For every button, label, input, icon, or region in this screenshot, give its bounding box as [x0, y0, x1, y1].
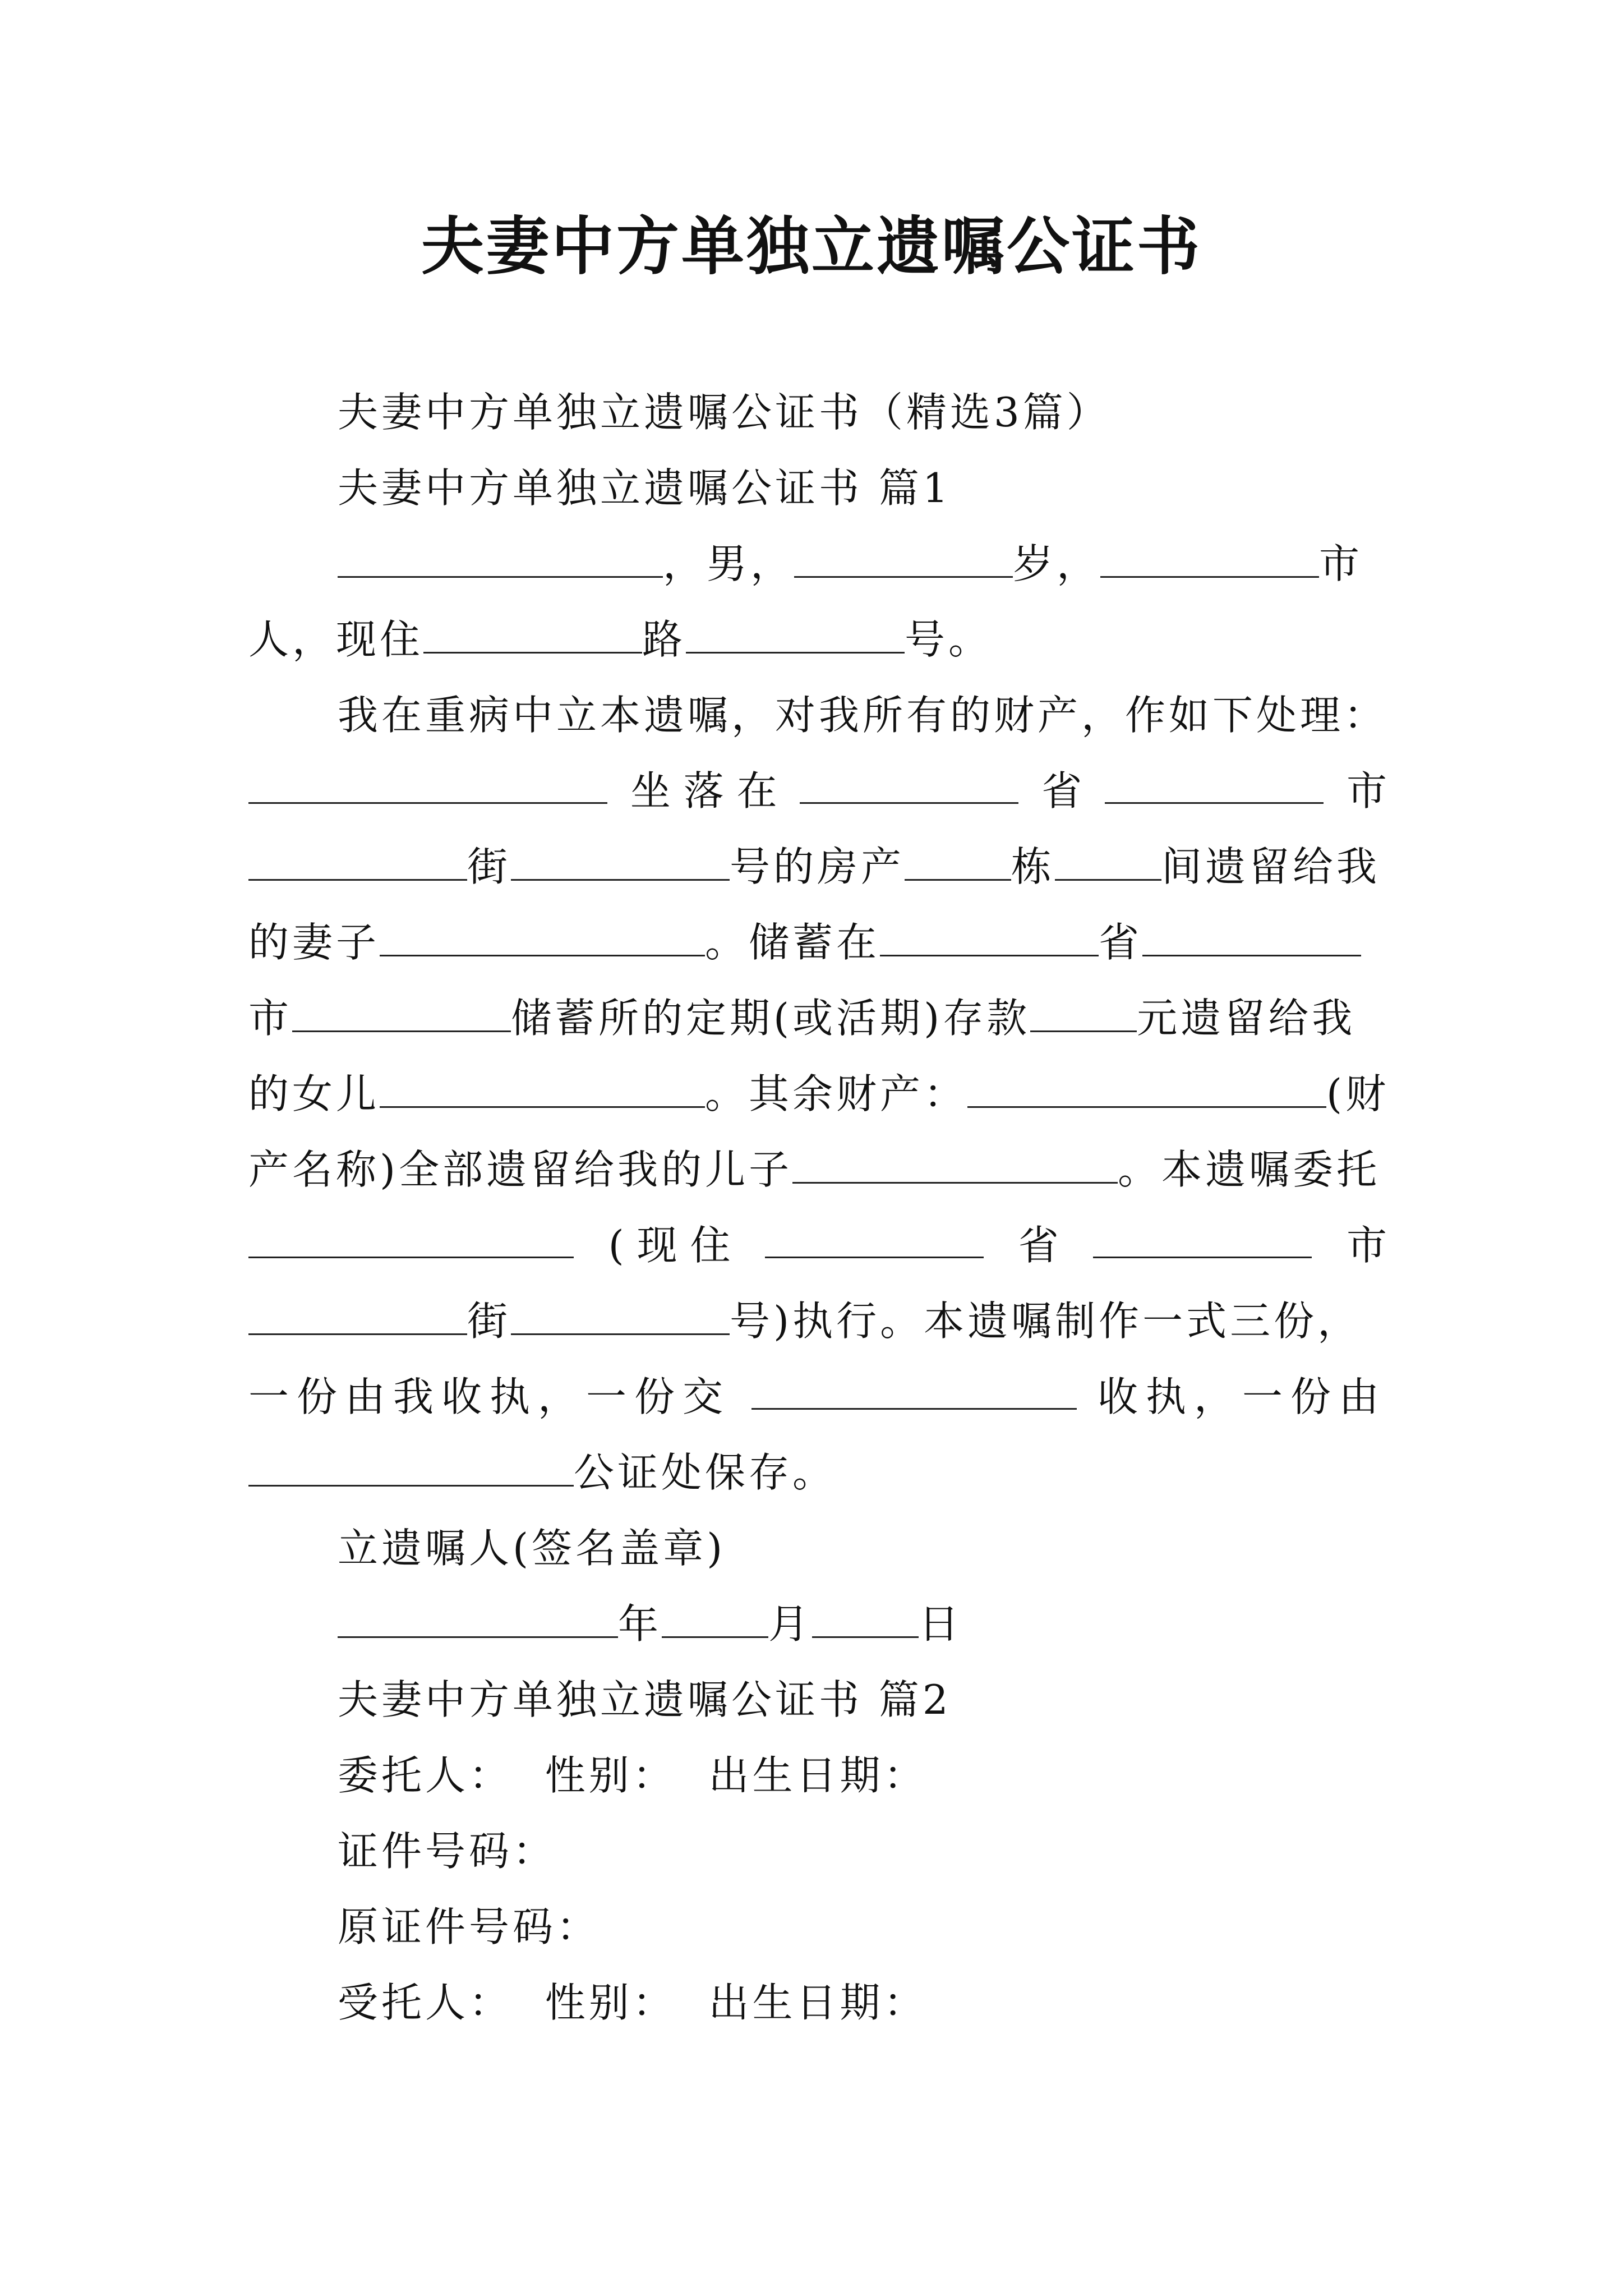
piece1-line7 [248, 990, 1355, 1046]
text-savings: 。储蓄在 [705, 919, 880, 966]
piece2-id-number: 证件号码： [338, 1828, 557, 1875]
blank-other-property [967, 1067, 1326, 1108]
text-street: 街 [467, 843, 511, 890]
text-age: 岁， [1013, 540, 1101, 587]
blank-number [686, 613, 905, 654]
text-property-paren: (财 [1326, 1070, 1390, 1117]
text-entrust: 。本遗嘱委托 [1118, 1146, 1381, 1193]
blank-executor-number [511, 1294, 730, 1335]
blank-executor-street [248, 1294, 467, 1335]
piece2-agent: 受托人： 性别： 出生日期： [338, 1979, 928, 2026]
text-wife: 的妻子 [248, 919, 380, 966]
blank-day [812, 1597, 919, 1638]
text-copies2: 收执，一份由 [1097, 1373, 1387, 1420]
text-city: 市 [1319, 540, 1363, 587]
blank-notary [248, 1446, 574, 1487]
text-province2: 省 [1099, 919, 1143, 966]
text-rooms: 间遗留给我 [1161, 843, 1381, 890]
subtitle: 夫妻中方单独立遗嘱公证书（精选3篇） [338, 389, 1110, 436]
text-copies: 一份由我收执，一份交 [248, 1373, 731, 1420]
blank-daughter [380, 1067, 705, 1108]
piece1-line5 [248, 839, 1380, 895]
piece1-line10 [248, 1217, 1387, 1273]
text-execute: 号)执行。本遗嘱制作一式三份， [730, 1297, 1362, 1345]
piece1-line2 [248, 611, 992, 668]
blank-street [248, 840, 467, 881]
text-road: 路 [642, 616, 686, 663]
blank-amount [1030, 991, 1137, 1032]
blank-rooms [1055, 840, 1161, 881]
text-male: ，男， [663, 540, 795, 587]
piece1-line4 [248, 763, 1387, 819]
text-province3: 省 [1018, 1222, 1059, 1269]
text-city3: 市 [248, 995, 293, 1042]
text-province: 省 [1041, 767, 1082, 815]
piece2-principal: 委托人： 性别： 出生日期： [338, 1752, 928, 1799]
text-city2: 市 [1346, 767, 1387, 815]
blank-year [338, 1597, 618, 1638]
blank-property [248, 763, 607, 804]
text-year: 年 [618, 1600, 662, 1648]
text-son: 产名称)全部遗留给我的儿子 [248, 1146, 793, 1193]
text-month: 月 [768, 1600, 813, 1648]
blank-wife [380, 915, 705, 956]
text-city4: 市 [1346, 1222, 1387, 1269]
blank-road [423, 613, 642, 654]
text-deposit: 储蓄所的定期(或活期)存款 [511, 995, 1031, 1042]
date-line [338, 1596, 962, 1652]
blank-executor [248, 1217, 574, 1258]
blank-executor-province [765, 1217, 984, 1258]
text-located: 坐 落 在 [630, 767, 777, 815]
text-number: 号。 [905, 616, 993, 663]
piece1-line3: 我在重病中立本遗嘱，对我所有的财产，作如下处理： [338, 692, 1388, 739]
blank-name [338, 537, 663, 578]
piece1-line12 [248, 1369, 1387, 1425]
blank-savings-province [880, 915, 1099, 956]
text-daughter: 的女儿 [248, 1070, 380, 1117]
blank-month [662, 1597, 768, 1638]
blank-city [1100, 537, 1319, 578]
text-living-at: ( 现 住 [608, 1222, 731, 1269]
text-notary: 公证处保存。 [574, 1449, 837, 1496]
blank-son [792, 1143, 1118, 1184]
blank-province [800, 763, 1018, 804]
piece1-line6 [248, 914, 1361, 970]
blank-city2 [1105, 763, 1324, 804]
blank-bank [292, 991, 511, 1032]
piece1-line9 [248, 1142, 1380, 1198]
text-street2: 街 [467, 1297, 511, 1345]
text-residence: 人，现住 [248, 616, 424, 663]
text-building: 栋 [1011, 843, 1055, 890]
blank-building [905, 840, 1011, 881]
piece1-line8 [248, 1066, 1389, 1122]
blank-age [794, 537, 1013, 578]
piece2-heading: 夫妻中方单独立遗嘱公证书 篇2 [338, 1676, 952, 1723]
blank-holder [751, 1369, 1077, 1410]
piece1-line1 [338, 536, 1363, 592]
blank-house-number [511, 840, 730, 881]
text-yuan: 元遗留给我 [1137, 995, 1356, 1042]
piece1-line13 [248, 1444, 836, 1501]
document-title: 夫妻中方单独立遗嘱公证书 [421, 210, 1202, 283]
piece1-heading: 夫妻中方单独立遗嘱公证书 篇1 [338, 464, 952, 512]
piece2-original-id: 原证件号码： [338, 1903, 601, 1950]
text-other-property: 。其余财产： [705, 1070, 968, 1117]
blank-savings-city [1142, 915, 1361, 956]
blank-executor-city [1093, 1217, 1312, 1258]
text-day: 日 [919, 1600, 963, 1648]
text-house: 号的房产 [730, 843, 905, 890]
piece1-line11 [248, 1293, 1361, 1349]
testator-signature: 立遗嘱人(签名盖章) [338, 1525, 726, 1572]
